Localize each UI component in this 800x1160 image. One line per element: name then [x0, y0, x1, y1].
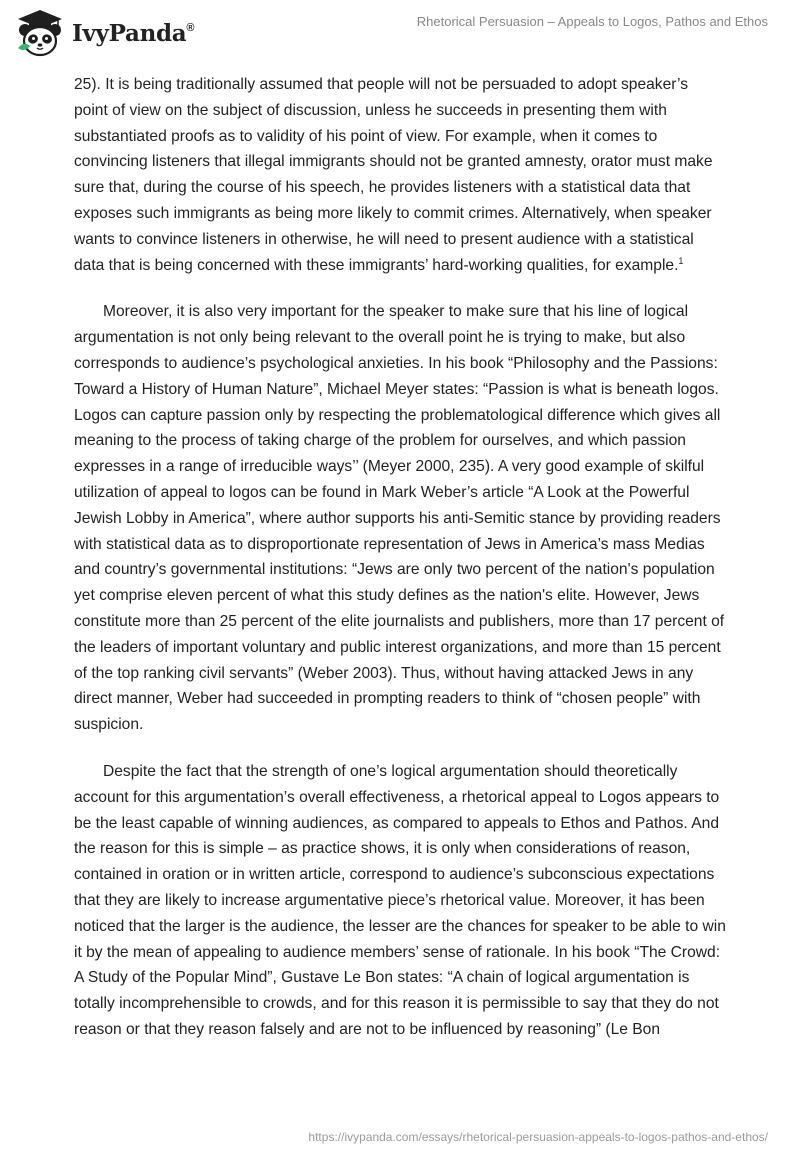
- brand-name: IvyPanda®: [72, 19, 195, 47]
- paragraph-1: 25). It is being traditionally assumed that people will not be persuaded to adopt speaker’s point of view on the subject of discussion, unless he succeeds in presenting them with substantiated proofs as to validity of his point of view. For example, when it comes to convincing listeners that illegal immigrants should not be granted amnesty, orator must make sure that, during the course of his speech, he provides listeners with a statistical data that exposes such immigrants as being more likely to commit crimes. Alternatively, when speaker wants to convince listeners in otherwise, he will need to present audience with a statistical data that is being concerned with these immigrants’ hard-working qualities, for example.$^1$: [74, 76, 713, 274]
- source-url[interactable]: https://ivypanda.com/essays/rhetorical-persuasion-appeals-to-logos-pathos-and-ethos/: [308, 1130, 768, 1144]
- ivypanda-logo[interactable]: [14, 8, 194, 58]
- panda-graduate-icon: [14, 8, 66, 58]
- essay-body: [74, 72, 726, 1064]
- page-header: [0, 0, 800, 64]
- paragraph-3: Despite the fact that the strength of one’s logical argumentation should theoretically account for this argumentation’s overall effectiveness, a rhetorical appeal to Logos appears to be the least capable of winning audiences, as compared to appeals to Ethos and Pathos. And the reason for this is simple – as practice shows, it is only when considerations of reason, contained in oration or in written article, correspond to audience’s subconscious expectations that they are likely to increase argumentative piece’s rhetorical value. Moreover, it has been noticed that the larger is the audience, the lesser are the chances for speaker to be able to win it by the mean of appealing to audience members’ sense of rationale. In his book “The Crowd: A Study of the Popular Mind”, Gustave Le Bon states: “A chain of logical argumentation is totally incomprehensible to crowds, and for this reason it is permissible to say that they do not reason or that they reason falsely and are not to be influenced by reasoning” (Le Bon: [74, 762, 726, 1038]
- paragraph-2: Moreover, it is also very important for the speaker to make sure that his line of logical argumentation is not only being relevant to the overall point he is trying to make, but also corresponds to audience’s psychological anxieties. In his book “Philosophy and the Passions: Toward a History of Human Nature”, Michael Meyer states: “Passion is what is beneath logos. Logos can capture passion only by respecting the problematological difference which gives all meaning to the process of taking charge of the problem for ourselves, and which passion expresses in a range of irreducible ways’’ (Meyer 2000, 235). A very good example of skilful utilization of appeal to logos can be found in Mark Weber’s article “A Look at the Powerful Jewish Lobby in America”, where author supports his anti-Semitic stance by providing readers with statistical data as to disproportionate representation of Jews in America’s mass Medias and country’s governmental institutions: “Jews are only two percent of the nation's population yet comprise eleven percent of what this study defines as the nation's elite. However, Jews constitute more than 25 percent of the elite journalists and publishers, more than 17 percent of the leaders of important voluntary and public interest organizations, and more than 15 percent of the top ranking civil servants” (Weber 2003). Thus, without having attacked Jews in any direct manner, Weber had succeeded in prompting readers to think of “chosen people” with suspicion.: [74, 303, 725, 734]
- footnote-marker[interactable]: 1: [678, 255, 684, 266]
- document-title: Rhetorical Persuasion – Appeals to Logos, Pathos and Ethos: [416, 14, 768, 29]
